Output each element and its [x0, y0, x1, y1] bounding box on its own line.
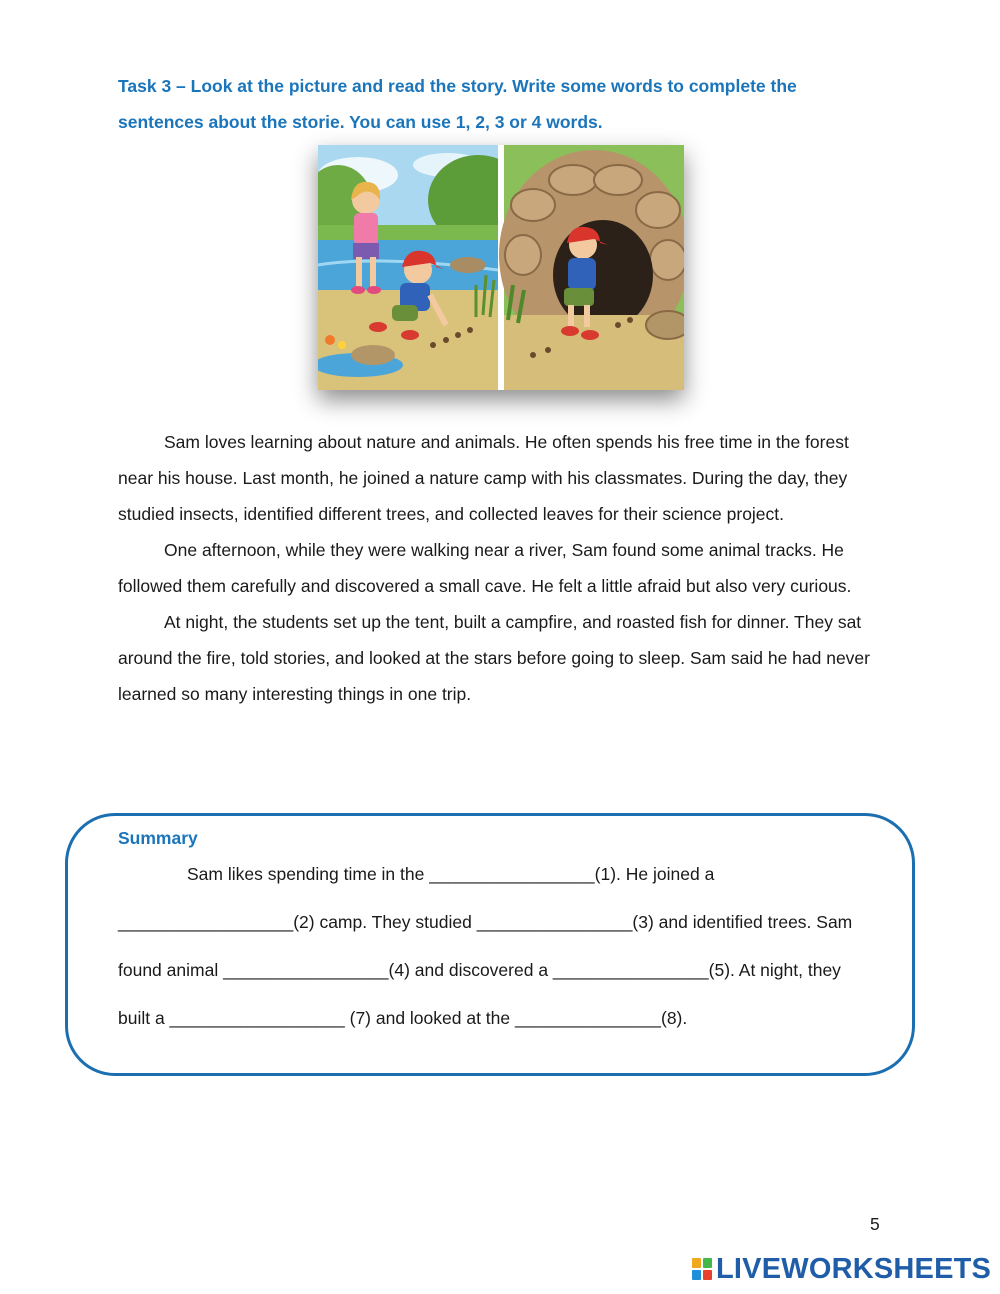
story-paragraph-3: At night, the students set up the tent, built a campfire, and roasted fish for dinner. They sat around the fire, told stories, and looked at the stars before going to sleep. Sam said he had never learned so many interesting things in one trip. — [118, 612, 870, 704]
story-paragraph-2: One afternoon, while they were walking near a river, Sam found some animal tracks. He followed them carefully and discovered a small cave. He felt a little afraid but also very curious. — [118, 540, 852, 596]
page-number: 5 — [870, 1214, 880, 1234]
summary-box — [65, 813, 915, 1076]
task-instruction: Task 3 – Look at the picture and read the story. Write some words to complete the sentences about the storie. You can use 1, 2, 3 or 4 words. — [118, 76, 797, 132]
summary-line-1: Sam likes spending time in the _________________(1). He joined a — [187, 864, 715, 884]
story-illustration — [318, 145, 684, 390]
brand-blocks-icon — [692, 1258, 712, 1280]
summary-title: Summary — [118, 828, 198, 848]
summary-line-2: __________________(2) camp. They studied ________________(3) and identified trees. Sam — [118, 912, 853, 932]
river-scene-panel — [318, 145, 528, 390]
cave-scene-panel — [499, 145, 684, 390]
summary-line-4: built a __________________ (7) and looked at the _______________(8). — [118, 1008, 688, 1028]
liveworksheets-logo — [692, 1254, 991, 1284]
brand-text: LIVEWORKSHEETS — [716, 1253, 992, 1285]
summary-line-3: found animal _________________(4) and discovered a ________________(5). At night, they — [118, 960, 841, 980]
story-paragraph-1: Sam loves learning about nature and animals. He often spends his free time in the forest near his house. Last month, he joined a nature camp with his classmates. During the day, they studied insects, identified different trees, and collected leaves for their science project. — [118, 432, 849, 524]
story-text — [118, 424, 886, 712]
